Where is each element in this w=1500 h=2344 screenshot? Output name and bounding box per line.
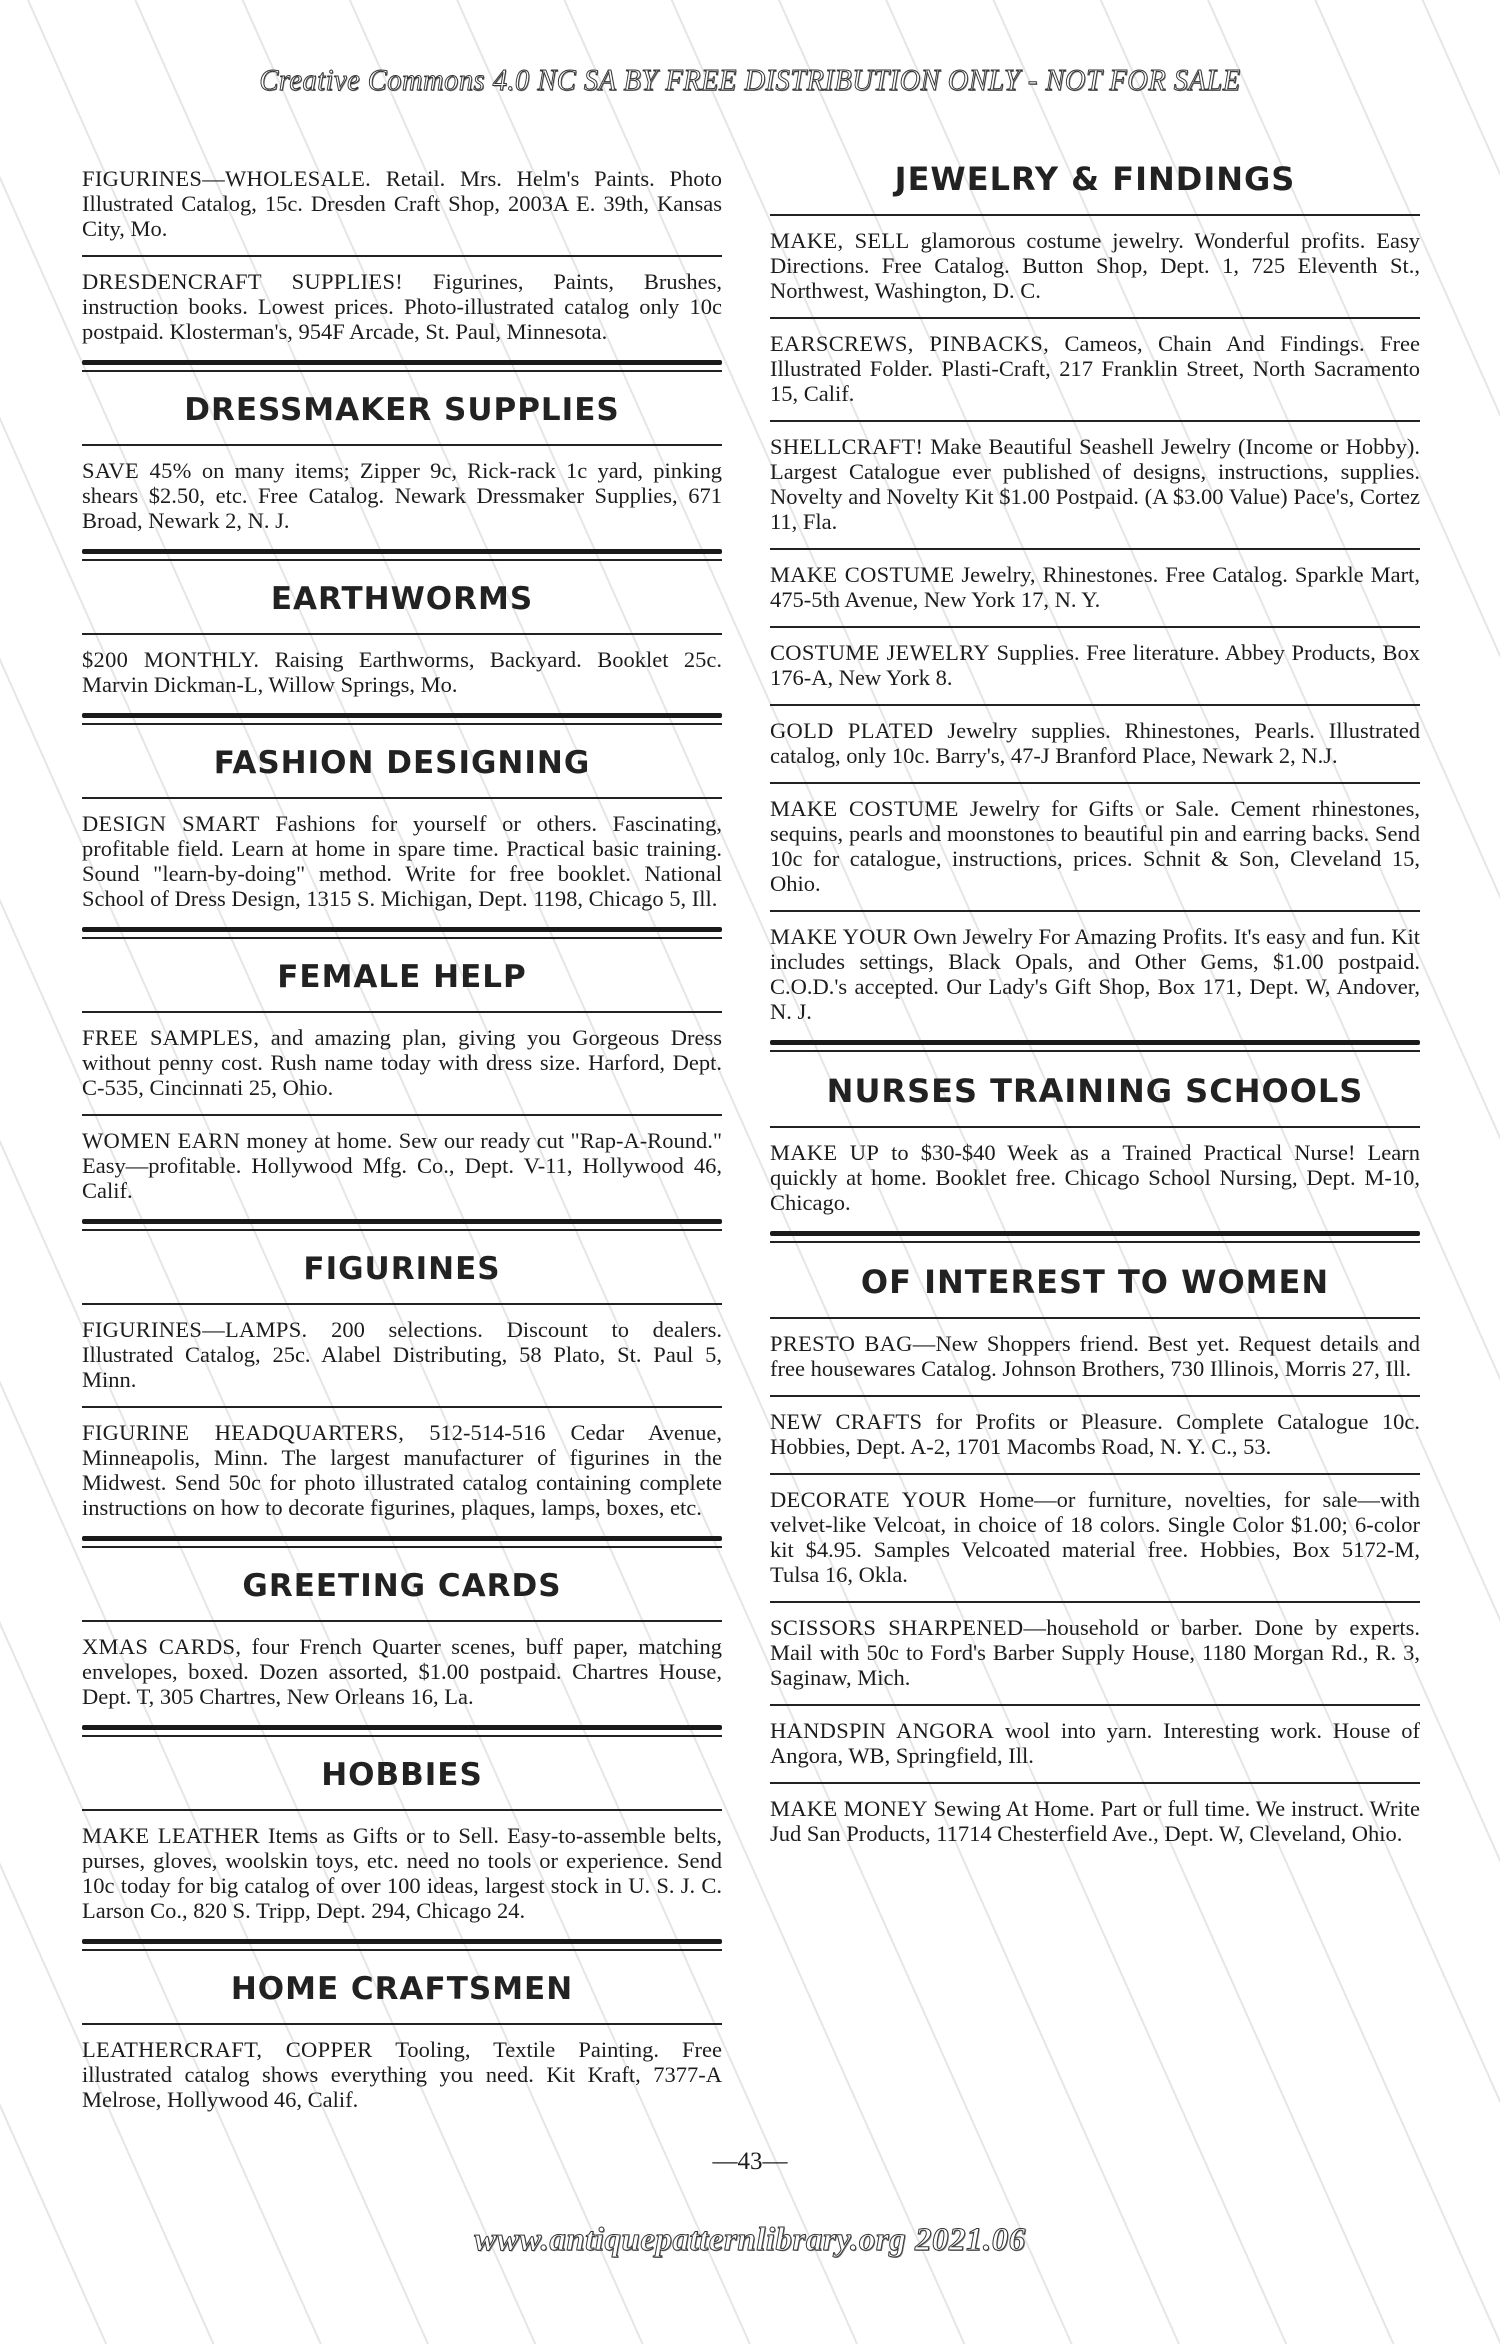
ad-lead: COSTUME JEWELRY [770,640,990,665]
divider [770,1473,1420,1475]
divider [770,317,1420,319]
ad-text: Jewelry supplies. Rhinestones, Pearls. Illustrated catalog, only 10c. Barry's, 47-J Branford Place, Newark 2, N.J. [770,718,1420,768]
ad-text: wool into yarn. Interesting work. House of Angora, WB, Springfield, Ill. [770,1718,1420,1768]
section-heading: EARTHWORMS [270,581,534,617]
ad-lead: FIGURINES—LAMPS. [82,1317,308,1342]
ad-text: 512-514-516 Cedar Avenue, Minneapolis, Minn. The largest manufacturer of figurines in the Midwest. Send 50c for photo illustrated catalog containing complete instructions on how to decorate figurines, plaques, lamps, boxes, etc. [82,1420,722,1520]
divider [770,704,1420,706]
section-divider [82,360,722,372]
right-column [770,160,1420,1854]
classified-ad [770,1325,1420,1389]
divider [82,633,722,635]
classified-ad [770,325,1420,414]
left-column [82,160,722,2120]
ad-text: Make Beautiful Seashell Jewelry (Income or Hobby). Largest Catalogue ever published of designs, instructions, supplies. Novelty and Novelty Kit $1.00 Postpaid. (A $3.00 Value) Pace's, Cortez 11, Fla. [770,434,1420,534]
ad-text: and amazing plan, giving you Gorgeous Dress without penny cost. Rush name today with dress size. Harford, Dept. C-535, Cincinnati 25, Ohio. [82,1025,722,1100]
classified-ad [82,160,722,249]
section-heading: GREETING CARDS [242,1568,562,1604]
section-divider [82,713,722,725]
divider [770,1126,1420,1128]
divider [82,1406,722,1408]
divider [770,420,1420,422]
classified-ad [82,263,722,352]
license-banner: Creative Commons 4.0 NC SA BY FREE DISTRIBUTION ONLY - NOT FOR SALE [259,62,1241,97]
ad-text: glamorous costume jewelry. Wonderful profits. Easy Directions. Free Catalog. Button Shop, Dept. 1, 725 Eleventh St., Northwest, Washington, D. C. [770,228,1420,303]
ad-lead: FIGURINE HEADQUARTERS, [82,1420,405,1445]
section-divider [82,1725,722,1737]
classified-ad [82,1311,722,1400]
section-divider [82,1939,722,1951]
classified-ad [770,428,1420,542]
ad-lead: DESIGN SMART [82,811,260,836]
ad-lead: WOMEN EARN [82,1128,241,1153]
section-heading: JEWELRY & FINDINGS [894,160,1296,198]
section-heading: FEMALE HELP [277,959,527,995]
divider [82,444,722,446]
divider [770,1601,1420,1603]
ad-text: Own Jewelry For Amazing Profits. It's easy and fun. Kit includes settings, Black Opals, and Other Gems, $1.00 postpaid. C.O.D.'s accepted. Our Lady's Gift Shop, Box 171, Dept. W, Andover, N. J. [770,924,1420,1024]
classified-ad [770,634,1420,698]
divider [82,1114,722,1116]
ad-text: Sewing At Home. Part or full time. We instruct. Write Jud San Products, 11714 Chesterfield Ave., Dept. W, Cleveland, Ohio. [770,1796,1420,1846]
page-number: —43— [712,2148,788,2175]
ad-text: four French Quarter scenes, buff paper, matching envelopes, boxed. Dozen assorted, $1.00 postpaid. Chartres House, Dept. T, 305 Chartres, New Orleans 16, La. [82,1634,723,1709]
divider [770,1704,1420,1706]
ad-text: Raising Earthworms, Backyard. Booklet 25c. Marvin Dickman-L, Willow Springs, Mo. [82,647,722,697]
ad-text: money at home. Sew our ready cut "Rap-A-Round." Easy—profitable. Hollywood Mfg. Co., Dept. V-11, Hollywood 46, Calif. [82,1128,722,1203]
section-divider [82,549,722,561]
ad-lead: DRESDENCRAFT SUPPLIES! [82,269,404,294]
classified-ad [770,1481,1420,1595]
ad-lead: MAKE YOUR [770,924,908,949]
classified-ad [82,2031,722,2120]
ad-text: to $30-$40 Week as a Trained Practical Nurse! Learn quickly at home. Booklet free. Chicago School Nursing, Dept. M-10, Chicago. [770,1140,1420,1215]
ad-lead: SHELLCRAFT! [770,434,924,459]
divider [82,1303,722,1305]
classified-ad [82,641,722,705]
ad-lead: $200 MONTHLY. [82,647,260,672]
ad-lead: HANDSPIN ANGORA [770,1718,995,1743]
classified-ad [770,712,1420,776]
divider [82,1620,722,1622]
classified-ad [82,1817,722,1931]
ad-lead: MAKE, SELL [770,228,910,253]
classified-ad [82,1414,722,1528]
classified-ad [770,1403,1420,1467]
classified-ad [770,1609,1420,1698]
divider [82,1011,722,1013]
classified-ad [82,805,722,919]
ad-lead: GOLD PLATED [770,718,934,743]
divider [82,255,722,257]
section-heading: HOBBIES [321,1757,483,1793]
classified-ad [770,1712,1420,1776]
source-url-banner: www.antiquepatternlibrary.org 2021.06 [474,2222,1026,2258]
divider [770,214,1420,216]
ad-lead: LEATHERCRAFT, COPPER [82,2037,373,2062]
section-heading: HOME CRAFTSMEN [230,1971,574,2007]
divider [770,548,1420,550]
divider [770,1317,1420,1319]
ad-lead: FREE SAMPLES, [82,1025,260,1050]
ad-text: Jewelry for Gifts or Sale. Cement rhinestones, sequins, pearls and moonstones to beautiful pin and earring backs. Send 10c for catalogue, instructions, prices. Schnit & Son, Cleveland 15, Ohio. [770,796,1420,896]
ad-text: Retail. Mrs. Helm's Paints. Photo Illustrated Catalog, 15c. Dresden Craft Shop, 2003A E. 39th, Kansas City, Mo. [82,166,722,241]
ad-lead: MAKE MONEY [770,1796,928,1821]
section-divider [82,1536,722,1548]
classified-ad [770,1134,1420,1223]
section-divider [770,1040,1420,1052]
ad-text: on many items; Zipper 9c, Rick-rack 1c yard, pinking shears $2.50, etc. Free Catalog. Newark Dressmaker Supplies, 671 Broad, Newark 2, N. J. [82,458,722,533]
classified-ad [82,452,722,541]
section-heading: NURSES TRAINING SCHOOLS [826,1072,1364,1110]
divider [770,1395,1420,1397]
ad-lead: DECORATE YOUR [770,1487,967,1512]
classified-ad [82,1628,722,1717]
ad-text: Fashions for yourself or others. Fascinating, profitable field. Learn at home in spare time. Practical basic training. Sound "learn-by-doing" method. Write for free booklet. National School of Dress Design, 1315 S. Michigan, Dept. 1198, Chicago 5, Ill. [82,811,722,911]
ad-text: Tooling, Textile Painting. Free illustrated catalog shows everything you need. Kit Kraft, 7377-A Melrose, Hollywood 46, Calif. [82,2037,722,2112]
ad-lead: XMAS CARDS, [82,1634,242,1659]
ad-lead: NEW CRAFTS [770,1409,923,1434]
divider [82,1809,722,1811]
divider [82,797,722,799]
classified-ad [770,790,1420,904]
section-heading: FIGURINES [303,1251,501,1287]
divider [770,782,1420,784]
classified-ad [82,1122,722,1211]
section-divider [770,1231,1420,1243]
divider [770,1782,1420,1784]
ad-text: Items as Gifts or to Sell. Easy-to-assemble belts, purses, gloves, woolskin toys, etc. need no tools or experience. Send 10c today for big catalog of over 100 ideas, largest stock in U. S. J. C. Larson Co., 820 S. Tripp, Dept. 294, Chicago 24. [82,1823,722,1923]
section-divider [82,1219,722,1231]
ad-lead: SCISSORS SHARPENED— [770,1615,1047,1640]
classified-ad [770,1790,1420,1854]
ad-text: Jewelry, Rhinestones. Free Catalog. Sparkle Mart, 475-5th Avenue, New York 17, N. Y. [770,562,1420,612]
ad-lead: MAKE COSTUME [770,562,955,587]
classified-ad [82,1019,722,1108]
ad-text: Cameos, Chain And Findings. Free Illustrated Folder. Plasti-Craft, 217 Franklin Street, North Sacramento 15, Calif. [770,331,1420,406]
ad-text: for Profits or Pleasure. Complete Catalogue 10c. Hobbies, Dept. A-2, 1701 Macombs Road, N. Y. C., 53. [770,1409,1420,1459]
classified-ad [770,222,1420,311]
ad-text: New Shoppers friend. Best yet. Request details and free housewares Catalog. Johnson Brothers, 730 Illinois, Morris 27, Ill. [770,1331,1421,1381]
divider [770,626,1420,628]
section-heading: OF INTEREST TO WOMEN [860,1263,1330,1301]
section-heading: DRESSMAKER SUPPLIES [184,392,620,428]
divider [82,2023,722,2025]
ad-lead: SAVE 45% [82,458,192,483]
ad-lead: EARSCREWS, PINBACKS, [770,331,1050,356]
ad-text: 200 selections. Discount to dealers. Illustrated Catalog, 25c. Alabel Distributing, 58 Plato, St. Paul 5, Minn. [82,1317,722,1392]
ad-text: Supplies. Free literature. Abbey Products, Box 176-A, New York 8. [770,640,1420,690]
section-heading: FASHION DESIGNING [213,745,591,781]
classified-ad [770,918,1420,1032]
divider [770,910,1420,912]
ad-lead: MAKE LEATHER [82,1823,260,1848]
ad-lead: MAKE COSTUME [770,796,959,821]
section-divider [82,927,722,939]
classified-ad [770,556,1420,620]
ad-text: Figurines, Paints, Brushes, instruction books. Lowest prices. Photo-illustrated catalog only 10c postpaid. Klosterman's, 954F Arcade, St. Paul, Minnesota. [82,269,722,344]
ad-lead: FIGURINES—WHOLESALE. [82,166,372,191]
ad-text: household or barber. Done by experts. Mail with 50c to Ford's Barber Supply House, 1180 Morgan Rd., R. 3, Saginaw, Mich. [770,1615,1420,1690]
ad-lead: PRESTO BAG— [770,1331,936,1356]
ad-text: Home—or furniture, novelties, for sale—with velvet-like Velcoat, in choice of 18 colors. Single Color $1.00; 6-color kit $4.95. Samples Velcoated material free. Hobbies, Box 5172-M, Tulsa 16, Okla. [770,1487,1420,1587]
ad-lead: MAKE UP [770,1140,880,1165]
